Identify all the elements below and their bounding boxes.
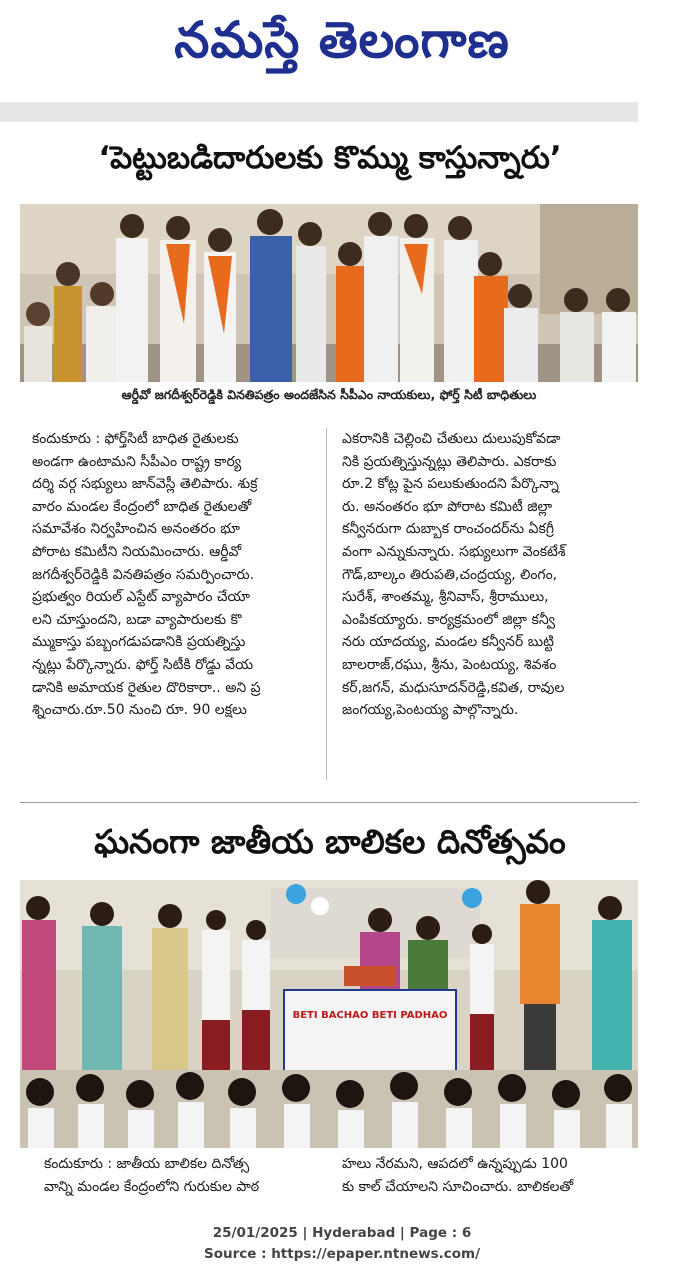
story2-column-1: [44, 1153, 312, 1198]
text-line: అండగా ఉంటామని సీపీఎం రాష్ట్ర కార్య: [32, 453, 242, 470]
text-line: పోరాట కమిటీని నియమించారు. ఆర్డీవో: [32, 543, 242, 560]
story-separator: [20, 802, 638, 803]
text-line: నికి ప్రయత్నిస్తున్నట్లు తెలిపారు. ఎకరాకు: [342, 453, 557, 470]
story2-photo: [20, 880, 638, 1148]
text-line: కందుకూరు : జాతీయ బాలికల దినోత్స: [44, 1156, 250, 1172]
text-line: ఎకరానికి చెల్లించి చేతులు దులుపుకోవడా: [342, 431, 561, 447]
story1-column-1: [32, 428, 310, 722]
text-line: శ్నించారు.రూ.50 నుంచి రూ. 90 లక్షలు: [32, 702, 247, 719]
text-line: రు. అనంతరం భూ పోరాట కమిటీ జిల్లా: [342, 498, 553, 515]
text-line: బాలరాజ్,రఘు, శ్రీను, పెంటయ్య, శివశం: [342, 656, 557, 673]
text-line: ఎంపికయ్యారు. కార్యక్రమంలో జిల్లా కన్వీ: [342, 611, 556, 628]
text-line: రూ.2 కోట్ల పైన పలుకుతుందని పేర్కొన్నా: [342, 476, 559, 493]
column-divider: [326, 428, 327, 780]
story1-photo: [20, 204, 638, 382]
text-line: వారం మండల కేంద్రంలో బాధిత రైతులతో: [32, 498, 252, 515]
story2-column-2: [342, 1153, 640, 1198]
text-line: న్నట్లు పేర్కొన్నారు. ఫోర్త్ సిటీకి రోడ్డు వేయ: [32, 656, 254, 673]
text-line: హలు నేరమని, ఆపదలో ఉన్నప్పుడు 100: [342, 1156, 568, 1172]
text-line: ప్రభుత్వం రియల్ ఎస్టేట్ వ్యాపారం చేయా: [32, 589, 250, 606]
masthead-title: నమస్తే తెలంగాణ: [174, 10, 510, 69]
text-line: మ్ముకాస్తు పబ్బంగడుపడానికి ప్రయత్నిస్తు: [32, 634, 246, 651]
banner-text: BETI BACHAO BETI PADHAO: [292, 1010, 448, 1021]
text-line: వాన్ని మండల కేంద్రంలోని గురుకుల పాఠ: [44, 1178, 260, 1195]
story2-photo-illustration: [20, 880, 638, 1148]
masthead-divider-bar: [0, 102, 638, 122]
text-line: నరు యాదయ్య, మండల కన్వీనర్ బుట్టి: [342, 634, 554, 651]
text-line: కందుకూరు : ఫోర్త్‌సిటీ బాధిత రైతులకు: [32, 431, 239, 447]
story2-headline: ఘనంగా జాతీయ బాలికల దినోత్సవం: [94, 822, 566, 861]
story1-photo-illustration: [20, 204, 638, 382]
text-line: కు కాల్ చేయాలని సూచించారు. బాలికలతో: [342, 1178, 574, 1195]
text-line: సురేశ్, శాంతమ్మ, శ్రీనివాస్, శ్రీరాములు,: [342, 589, 549, 606]
text-line: గౌడ్,బాల్కం తిరుపతి,చంద్రయ్య, లింగం,: [342, 566, 558, 583]
text-line: వంగా ఎన్నుకున్నారు. సభ్యులుగా వెంకటేశ్: [342, 543, 566, 560]
story1-photo-caption: ఆర్డీవో జగదీశ్వర్‌రెడ్డికి వినతిపత్రం అందజేసిన సీపీఎం నాయకులు, ఫోర్త్ సిటీ బాధితులు: [121, 387, 537, 402]
text-line: కన్వీనరుగా దుబ్బాక రాంచందర్‌ను ఏకగ్రీ: [342, 521, 554, 538]
story1-headline: ‘పెట్టుబడిదారులకు కొమ్ము కాస్తున్నారు’: [98, 140, 562, 176]
text-line: దర్శి వర్గ సభ్యులు జాన్‌వెస్లీ తెలిపారు. శుక్ర: [32, 476, 258, 493]
footer-date-line: 25/01/2025 | Hyderabad | Page : 6: [212, 1225, 472, 1241]
text-line: డానికి అమాయక రైతుల దొరికారా.. అని ప్ర: [32, 679, 261, 696]
text-line: కర్,జగన్, మధుసూదన్‌రెడ్డి,కవిత, రావుల: [342, 679, 565, 696]
text-line: లని చూస్తుందని, బడా వ్యాపారులకు కొ: [32, 611, 242, 628]
text-line: సమావేశం నిర్వహించిన అనంతరం భూ: [32, 521, 241, 538]
text-line: జంగయ్య,పెంటయ్య పాల్గొన్నారు.: [342, 702, 519, 719]
footer-source-line: Source : https://epaper.ntnews.com/: [203, 1246, 481, 1262]
text-line: జగదీశ్వర్‌రెడ్డికి వినతిపత్రం సమర్పించారు.: [32, 566, 255, 583]
story1-column-2: [342, 428, 640, 722]
masthead: [0, 0, 684, 92]
